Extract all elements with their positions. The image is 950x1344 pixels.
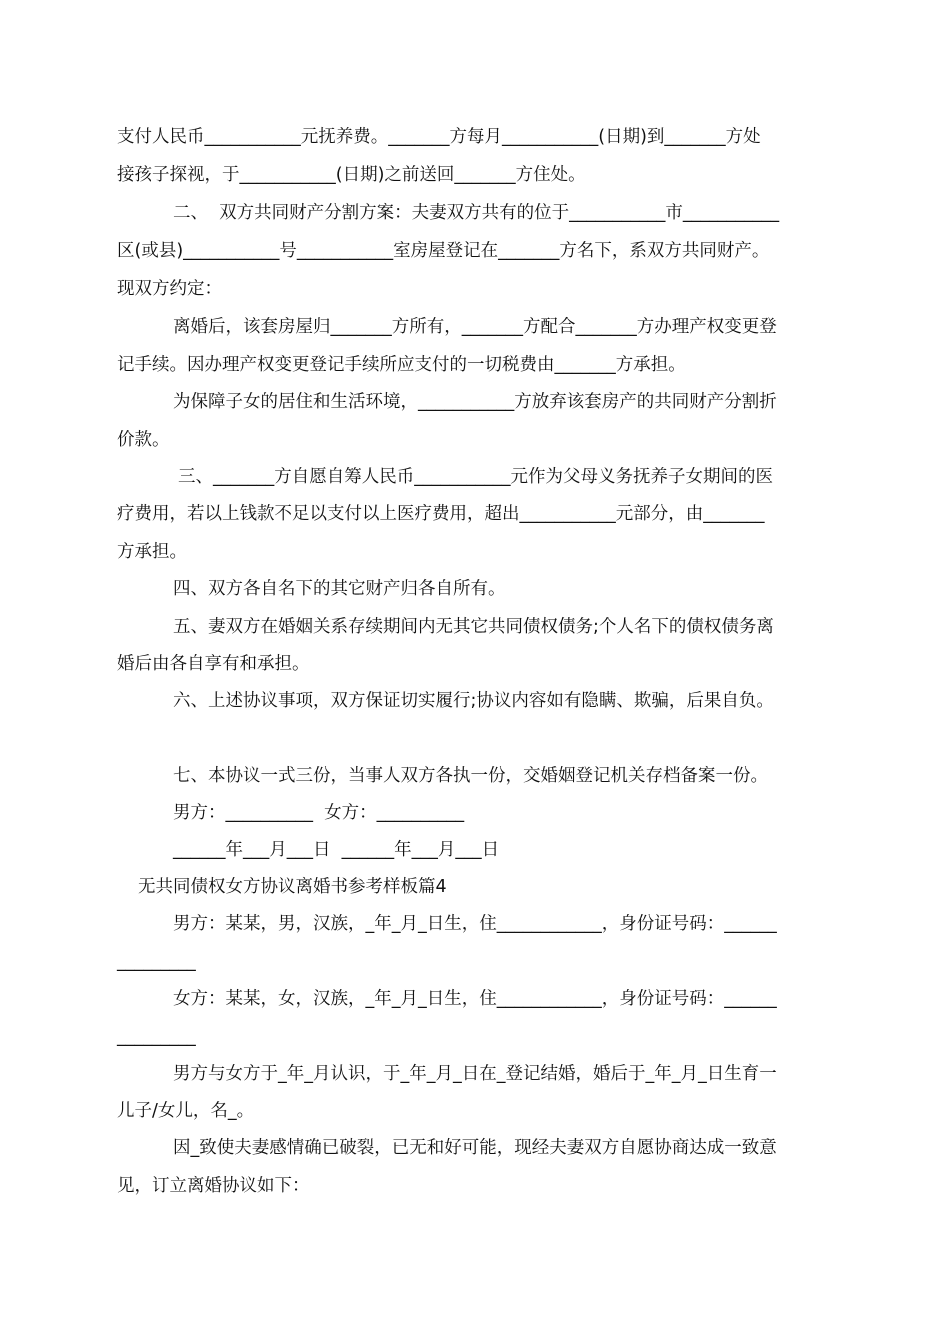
text-line: 方承担。 (117, 542, 187, 562)
section-heading-7: 七、本协议一式三份，当事人双方各执一份，交婚姻登记机关存档备案一份。 (173, 766, 768, 786)
text-line: 现双方约定： (117, 279, 222, 299)
text-line: 为保障子女的居住和生活环境，___________方放弃该套房产的共同财产分割折 (173, 392, 777, 412)
document-title: 无共同债权女方协议离婚书参考样板篇4 (138, 877, 447, 897)
text-line: 离婚后，该套房屋归_______方所有，_______方配合_______方办理产权变更登 (173, 317, 777, 337)
text-line: 支付人民币___________元抚养费。_______方每月___________(日期)到_______方处 (117, 127, 761, 147)
text-line: 见，订立离婚协议如下： (117, 1176, 310, 1196)
text-line: 男方：某某，男，汉族，_年_月_日生，住____________，身份证号码：______ (173, 914, 777, 934)
section-heading-2: 二、 双方共同财产分割方案：夫妻双方共有的位于___________市___________ (173, 203, 780, 223)
text-line: 儿子/女儿，名_。 (117, 1101, 255, 1121)
section-heading-5: 五、妻双方在婚姻关系存续期间内无其它共同债权债务;个人名下的债权债务离 (173, 617, 774, 637)
text-line: 接孩子探视，于___________(日期)之前送回_______方住处。 (117, 165, 586, 185)
date-line: ______年___月___日 ______年___月___日 (173, 840, 500, 860)
text-line: _________ (117, 952, 196, 972)
text-line: 价款。 (117, 430, 170, 450)
text-line: 女方：某某，女，汉族，_年_月_日生，住____________，身份证号码：______ (173, 989, 777, 1009)
text-line: 记手续。因办理产权变更登记手续所应支付的一切税费由_______方承担。 (117, 355, 686, 375)
text-line: 男方与女方于_年_月认识，于_年_月_日在_登记结婚，婚后于_年_月_日生育一 (173, 1064, 777, 1084)
section-heading-6: 六、上述协议事项，双方保证切实履行;协议内容如有隐瞒、欺骗，后果自负。 (173, 691, 774, 711)
text-line: 因_致使夫妻感情确已破裂，已无和好可能，现经夫妻双方自愿协商达成一致意 (173, 1138, 777, 1158)
text-line: 疗费用，若以上钱款不足以支付以上医疗费用，超出___________元部分，由_______ (117, 504, 765, 524)
section-heading-3: 三、_______方自愿自筹人民币___________元作为父母义务抚养子女期间的医 (178, 467, 773, 487)
signature-line: 男方：__________ 女方：__________ (173, 803, 465, 823)
text-line: _________ (117, 1027, 196, 1047)
text-line: 婚后由各自享有和承担。 (117, 654, 310, 674)
text-line: 区(或县)___________号___________室房屋登记在_______方名下，系双方共同财产。 (117, 241, 770, 261)
section-heading-4: 四、双方各自名下的其它财产归各自所有。 (173, 579, 506, 599)
